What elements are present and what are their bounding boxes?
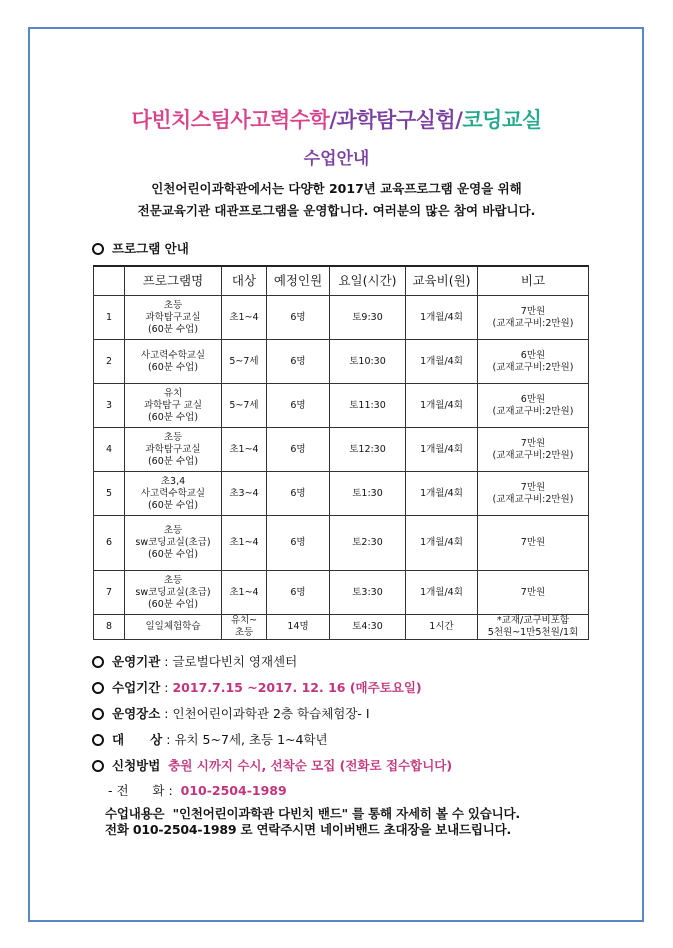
row-program-name [125,571,222,615]
row-target-line: 5~7세 [229,399,259,411]
row-program-name-line: 초등 [163,574,183,586]
circle-bullet-icon [92,708,104,720]
title-sep-1: / [329,108,337,132]
info-apply-label: 신청방법 [112,758,161,773]
row-program-name [125,384,222,428]
row-note-line: 5천원~1만5천원/1회 [487,627,579,638]
row-note-line: (교재교구비:2만원) [492,317,574,329]
info-org-value: 글로벌다빈치 영재센터 [172,654,298,669]
row-fee-line: 1시간 [429,621,454,632]
row-time-line: 토10:30 [349,355,386,367]
row-count [267,516,330,571]
row-fee-line: 1개월/4회 [420,487,463,499]
row-fee-line: 1개월/4회 [420,537,463,548]
row-note-line: *교재/교구비포함 [496,615,570,626]
row-count [267,571,330,615]
row-count [267,384,330,428]
row-program-name-line: 초등 [163,525,183,536]
section-program-title [92,239,189,257]
row-program-name-line: (60분 수업) [147,455,199,467]
header-note: 비고 [478,266,589,296]
row-count-line: 6명 [290,487,306,499]
header-day-time: 요일(시간) [330,266,406,296]
row-target [222,296,267,340]
info-phone-label: - 전 화 : [108,783,173,798]
row-target [222,571,267,615]
row-fee [406,615,478,640]
row-time-line: 토1:30 [352,487,383,499]
row-fee [406,384,478,428]
row-no [94,516,125,571]
row-target-line: 초3~4 [229,487,259,499]
row-note-line: (교재교구비:2만원) [492,405,574,417]
row-note [478,340,589,384]
program-table [93,265,589,640]
row-no [94,615,125,640]
row-count-line: 6명 [290,355,306,367]
row-program-name-line: (60분 수업) [147,361,199,373]
circle-bullet-icon [92,243,104,255]
row-target [222,615,267,640]
row-no [94,340,125,384]
row-time [330,615,406,640]
row-note-line: 7만원 [520,586,546,598]
table-row [94,571,589,615]
info-apply-value: 충원 시까지 수시, 선착순 모집 (전화로 접수합니다) [168,758,453,773]
notes-line-1: 수업내용은 "인천어린이과학관 다빈치 밴드" 를 통해 자세히 볼 수 있습니다. [105,806,520,821]
row-no [94,384,125,428]
row-no [94,296,125,340]
row-no-line: 8 [105,621,113,632]
row-note-line: 6만원 [520,349,546,361]
row-target [222,384,267,428]
info-phone-value: 010-2504-1989 [180,783,287,798]
row-program-name [125,428,222,472]
page-title [0,104,673,134]
row-note-line: 6만원 [520,393,546,405]
row-note [478,516,589,571]
row-no [94,428,125,472]
row-program-name-line: 일일체험학습 [145,621,201,632]
row-count [267,472,330,516]
row-program-name-line: (60분 수업) [147,411,199,423]
row-no-line: 2 [105,355,113,367]
row-fee-line: 1개월/4회 [420,311,463,323]
row-target-line: 유치~ [230,615,258,626]
row-time-line: 토11:30 [349,399,386,411]
info-apply [92,756,452,774]
info-period-label: 수업기간 [112,680,161,695]
row-fee [406,571,478,615]
intro-line-1: 인천어린이과학관에서는 다양한 2017년 교육프로그램 운영을 위해 [151,181,522,196]
title-part-coding: 코딩교실 [462,108,542,132]
row-note-line: (교재교구비:2만원) [492,361,574,373]
table-row [94,472,589,516]
header-target: 대상 [222,266,267,296]
row-count-line: 6명 [290,399,306,411]
circle-bullet-icon [92,734,104,746]
row-fee-line: 1개월/4회 [420,399,463,411]
row-count-line: 6명 [290,586,306,598]
table-row [94,340,589,384]
row-no-line: 1 [105,311,113,323]
row-time-line: 토2:30 [352,537,383,548]
row-count-line: 6명 [290,537,306,548]
info-period-value: 2017.7.15 ~2017. 12. 16 (매주토요일) [172,680,422,695]
row-target [222,428,267,472]
intro-text [0,178,673,222]
info-place-value: 인천어린이과학관 2층 학습체험장- I [172,706,370,721]
row-target-line: 5~7세 [229,355,259,367]
row-no-line: 5 [105,487,113,499]
row-time [330,384,406,428]
row-program-name [125,516,222,571]
table-row [94,384,589,428]
info-org: 운영기관 : 글로벌다빈치 영재센터 [92,652,297,670]
row-count [267,296,330,340]
row-time [330,428,406,472]
info-place: 운영장소 : 인천어린이과학관 2층 학습체험장- I [92,704,370,722]
row-note [478,615,589,640]
row-target-line: 초등 [234,627,254,638]
circle-bullet-icon [92,760,104,772]
row-program-name-line: 사고력수학교실 [140,487,206,499]
title-part-math: 다빈치스팀사고력수학 [131,108,330,132]
row-note-line: 7만원 [520,305,546,317]
row-note [478,384,589,428]
row-program-name-line: sw코딩교실(초급) [135,586,211,598]
row-note-line: 7만원 [520,437,546,449]
row-count-line: 6명 [290,311,306,323]
row-time-line: 토9:30 [352,311,383,323]
row-target-line: 초1~4 [229,443,259,455]
row-count [267,615,330,640]
row-target-line: 초1~4 [229,311,259,323]
row-fee [406,296,478,340]
circle-bullet-icon [92,656,104,668]
row-note [478,296,589,340]
row-no-line: 7 [105,586,113,598]
row-program-name [125,340,222,384]
notes-line-2: 전화 010-2504-1989 로 연락주시면 네이버밴드 초대장을 보내드립니다. [105,822,512,837]
row-time-line: 토4:30 [352,621,383,632]
row-program-name-line: (60분 수업) [147,549,199,560]
row-fee-line: 1개월/4회 [420,443,463,455]
info-org-label: 운영기관 [112,654,161,669]
row-time [330,571,406,615]
page-subtitle: 수업안내 [303,149,370,169]
info-target: 대 상 : 유치 5~7세, 초등 1~4학년 [92,730,328,748]
row-program-name-line: sw코딩교실(초급) [135,537,211,548]
section-program-label: 프로그램 안내 [112,241,189,256]
row-time [330,516,406,571]
notes-block [105,806,520,838]
row-program-name-line: 과학탐구교실 [145,443,201,455]
table-row [94,516,589,571]
row-note [478,472,589,516]
header-fee: 교육비(원) [406,266,478,296]
row-fee [406,340,478,384]
row-fee [406,428,478,472]
info-target-label: 대 상 [112,732,163,747]
row-count-line: 14명 [287,621,309,632]
row-fee-line: 1개월/4회 [420,586,463,598]
row-note-line: 7만원 [520,537,546,548]
row-note [478,428,589,472]
row-program-name-line: 초3,4 [160,475,186,487]
info-period: 수업기간 : 2017.7.15 ~2017. 12. 16 (매주토요일) [92,678,422,696]
intro-line-2: 전문교육기관 대관프로그램을 운영합니다. 여러분의 많은 참여 바랍니다. [137,203,536,218]
row-program-name-line: (60분 수업) [147,598,199,610]
row-no [94,571,125,615]
row-fee-line: 1개월/4회 [420,355,463,367]
row-program-name [125,615,222,640]
row-note [478,571,589,615]
row-note-line: 7만원 [520,481,546,493]
header-count: 예정인원 [267,266,330,296]
row-count [267,340,330,384]
table-row [94,428,589,472]
row-program-name-line: (60분 수업) [147,499,199,511]
row-target-line: 초1~4 [229,586,259,598]
row-count-line: 6명 [290,443,306,455]
row-fee [406,472,478,516]
table-row [94,615,589,640]
row-fee [406,516,478,571]
header-no [94,266,125,296]
header-program-name: 프로그램명 [125,266,222,296]
row-program-name-line: 유치 [163,387,183,399]
info-phone [108,781,287,799]
row-no-line: 4 [105,443,113,455]
info-target-value: 유치 5~7세, 초등 1~4학년 [174,732,328,747]
table-row [94,296,589,340]
row-program-name-line: 과학탐구교실 [145,311,201,323]
row-target-line: 초1~4 [229,537,259,548]
row-program-name [125,472,222,516]
row-note-line: (교재교구비:2만원) [492,449,574,461]
info-place-label: 운영장소 [112,706,161,721]
row-program-name-line: 초등 [163,431,183,443]
row-no-line: 3 [105,399,113,411]
row-count [267,428,330,472]
row-no-line: 6 [105,537,113,548]
row-time [330,340,406,384]
row-program-name-line: 초등 [163,299,183,311]
row-program-name [125,296,222,340]
row-time-line: 토12:30 [349,443,386,455]
row-target [222,516,267,571]
title-sep-2: / [455,108,463,132]
row-program-name-line: 과학탐구 교실 [143,399,203,411]
circle-bullet-icon [92,682,104,694]
row-time [330,296,406,340]
row-target [222,472,267,516]
row-program-name-line: 사고력수학교실 [140,349,206,361]
table-header-row [94,266,589,296]
title-part-science: 과학탐구실험 [336,108,456,132]
row-note-line: (교재교구비:2만원) [492,493,574,505]
row-target [222,340,267,384]
row-program-name-line: (60분 수업) [147,323,199,335]
row-time-line: 토3:30 [352,586,383,598]
row-time [330,472,406,516]
row-no [94,472,125,516]
